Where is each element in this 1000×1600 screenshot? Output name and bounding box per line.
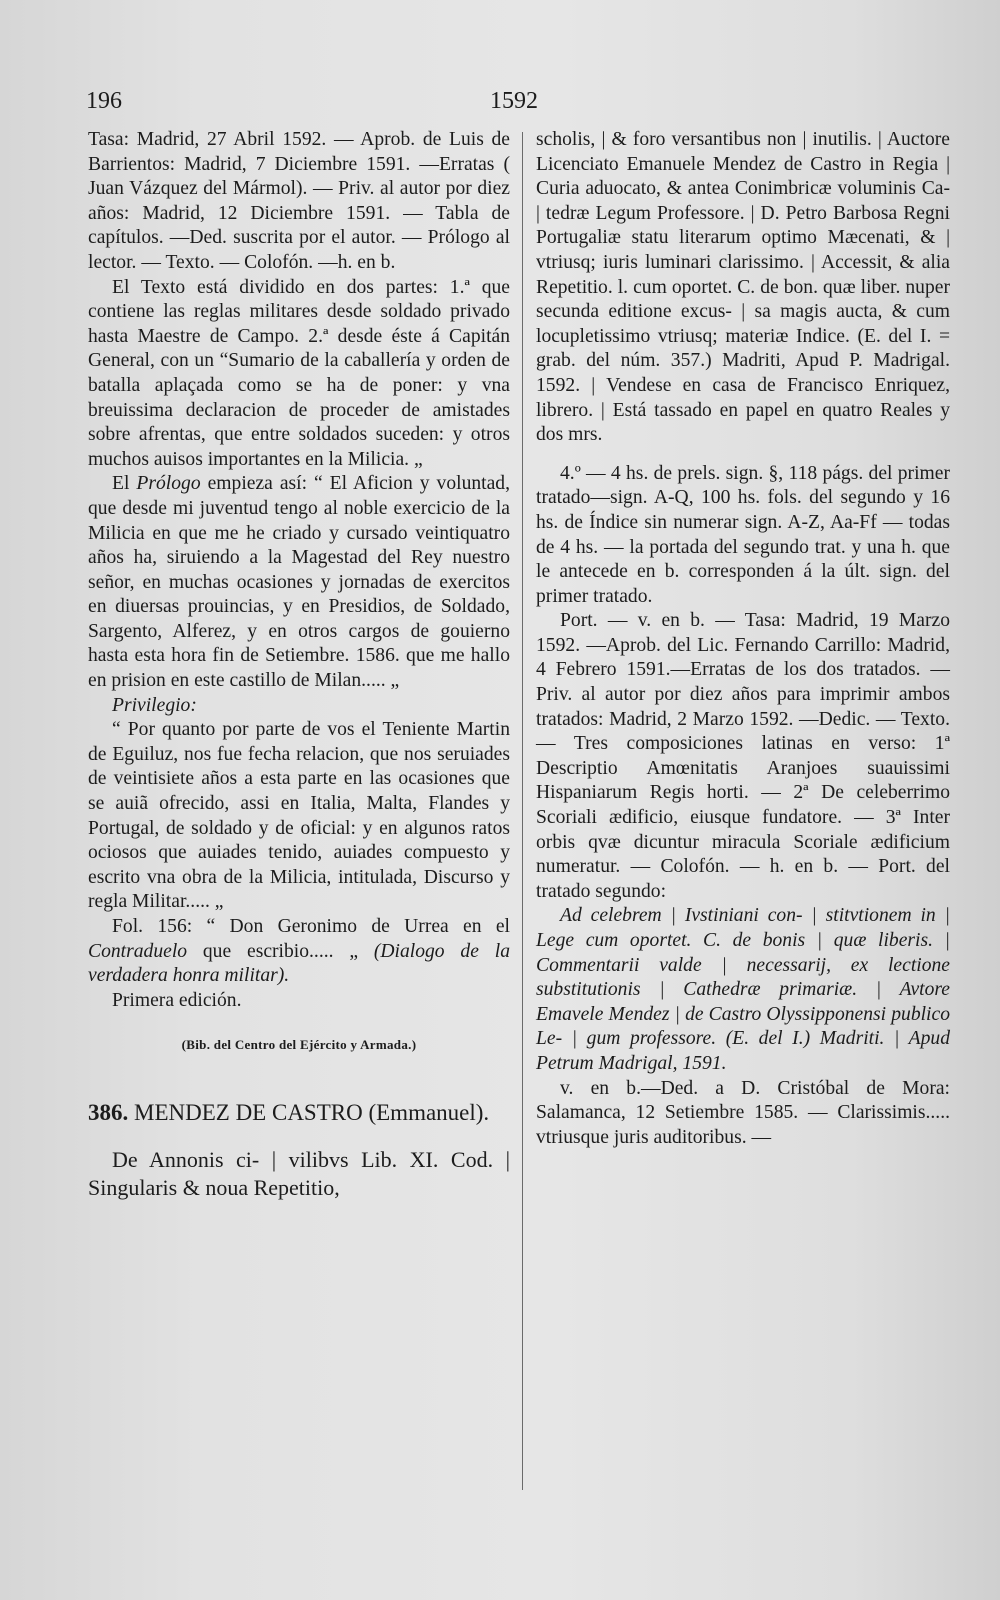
contraduelo-italic: Contraduelo	[88, 940, 188, 962]
column-divider	[522, 132, 523, 1490]
entry-title-start: De Annonis ci- | vilibvs Lib. XI. Cod. | Singularis & noua Repetitio,	[88, 1146, 510, 1200]
library-source: (Bib. del Centro del Ejército y Armada.)	[181, 1037, 417, 1053]
paragraph-prologo	[88, 472, 510, 693]
dedication-note: v. en b.—Ded. a D. Cristóbal de Mora: Salamanca, 12 Setiembre 1585. — Clarissimis..... vtriusque juris auditoribus. —	[536, 1077, 950, 1148]
second-treatise-title: Ad celebrem | Ivstiniani con- | stitvtionem in | Lege cum oportet. C. de bonis | quæ liberis. | Commentarii valde | necessarij, ex lectione substitutionis | Cathedræ primariæ. | Avtore Emavele Mendez | de Castro Olyssipponensi publico Le- | gum professore. (E. del I.) Madriti. | Apud Petrum Madrigal, 1591.	[536, 905, 950, 1074]
contents-description: Port. — v. en b. — Tasa: Madrid, 19 Marzo 1592. —Aprob. del Lic. Fernando Carrillo: Madrid, 4 Febrero 1591.—Erratas de los dos tratados. — Priv. al autor por diez años para imprimir ambos tratados: Madrid, 2 Marzo 1592. —Dedic. — Texto. — Tres composiciones latinas en verso: 1ª Descriptio Amœnitatis Aranjoes suauissimi Hispaniarum Regis horti. — 2ª De celeberrimo Scoriali ædificio, eiusque fundatore. — 3ª Inter orbis qvæ dicuntur miracula Scoriale ædificium numeratur. — Colofón. — h. en b. — Port. del tratado segundo:	[536, 610, 950, 902]
folio-text-mid: que escribio..... „	[187, 940, 374, 962]
right-column	[536, 128, 950, 1150]
title-continuation: scholis, | & foro versantibus non | inutilis. | Auctore Licenciato Emanuele Mendez de Castro in Regia | Curia aduocato, & antea Conimbricæ voluminis Ca- | tedræ Legum Professore. | D. Petro Barbosa Regni Portugaliæ statu literarum optimo Mæcenati, & | vtriusq; iuris luminari clarissimo. | Accessit, & alia Repetitio. l. cum oportet. C. de bon. quæ liber. nuper secunda editione excus- | sa magis aucta, & cum locupletissimo vtriusq; materiæ Indice. (E. del I. = grab. del núm. 357.) Madriti, Apud P. Madrigal. 1592. | Vendese en casa de Francisco Enriquez, librero. | Está tassado en papel en quatro Reales y dos mrs.	[536, 129, 950, 446]
left-column	[88, 128, 510, 1202]
page-number: 196	[86, 88, 122, 114]
paragraph-text-parts: El Texto está dividido en dos partes: 1.ª que contiene las reglas militares desde soldado privado hasta Maestre de Campo. 2.ª desde éste á Capitán General, con un “Sumario de la caballería y orden de batalla aplaçada como se ha de poner: y vna breuissima declaracion de proceder de amistades sobre afrentas, que entre soldados suceden: y otros muchos auisos importantes en la Milicia. „	[88, 276, 510, 470]
entry-author: MENDEZ DE CASTRO (Emmanuel).	[128, 1099, 490, 1125]
running-head-year: 1592	[490, 88, 538, 114]
dialogo-italic: (Dialogo de la verdadera honra militar).	[88, 940, 510, 987]
spacer	[536, 448, 950, 462]
paragraph-privilegio: “ Por quanto por parte de vos el Teniente Martin de Eguiluz, nos fue fecha relacion, que nos seruiades de veintisiete años a esta parte en las ocasiones que se auiã ofrecido, assi en Italia, Malta, Flandes y Portugal, de soldado y de oficial: y en algunos ratos ociosos que auiades tenido, auiades compuesto y escrito vna obra de la Milicia, intitulada, Discurso y regla Militar..... „	[88, 719, 510, 913]
privilegio-heading: Privilegio:	[112, 694, 197, 716]
paragraph-approvals: Tasa: Madrid, 27 Abril 1592. — Aprob. de Luis de Barrientos: Madrid, 7 Diciembre 1591. —Erratas ( Juan Vázquez del Mármol). — Priv. al autor por diez años: Madrid, 12 Diciembre 1591. — Tabla de capítulos. —Ded. suscrita por el autor. — Prólogo al lector. — Texto. — Colofón. —h. en b.	[88, 129, 510, 273]
entry-heading	[88, 1098, 510, 1128]
prologo-italic: Prólogo	[136, 473, 201, 495]
prologo-intro: El	[112, 473, 137, 495]
prologo-quote: empieza así: “ El Aficion y voluntad, que desde mi juventud tengo al noble exercicio de la Milicia en que me he criado y cursado veintiquatro años ha, siruiendo a la Magestad del Rey nuestro señor, en muchas ocasiones y jornadas de exercitos en diuersas prouincias, y en Presidios, de Soldado, Sargento, Alferez, y en otros cargos de gouierno hasta esta hora fin de Setiembre. 1586. que me hallo en prision en este castillo de Milan..... „	[88, 473, 511, 692]
first-edition-note: Primera edición.	[112, 989, 242, 1011]
folio-text: Fol. 156: “ Don Geronimo de Urrea en el	[112, 916, 510, 937]
entry-number: 386.	[88, 1099, 129, 1125]
paragraph-folio	[88, 915, 510, 989]
collation: 4.º — 4 hs. de prels. sign. §, 118 págs. del primer tratado—sign. A-Q, 100 hs. fols. del segundo y 16 hs. de Índice sin numerar sign. A-Z, Aa-Ff — todas de 4 hs. — la portada del segundo trat. y una h. que le antecede en b. corresponden á la últ. sign. del primer tratado.	[536, 462, 950, 607]
